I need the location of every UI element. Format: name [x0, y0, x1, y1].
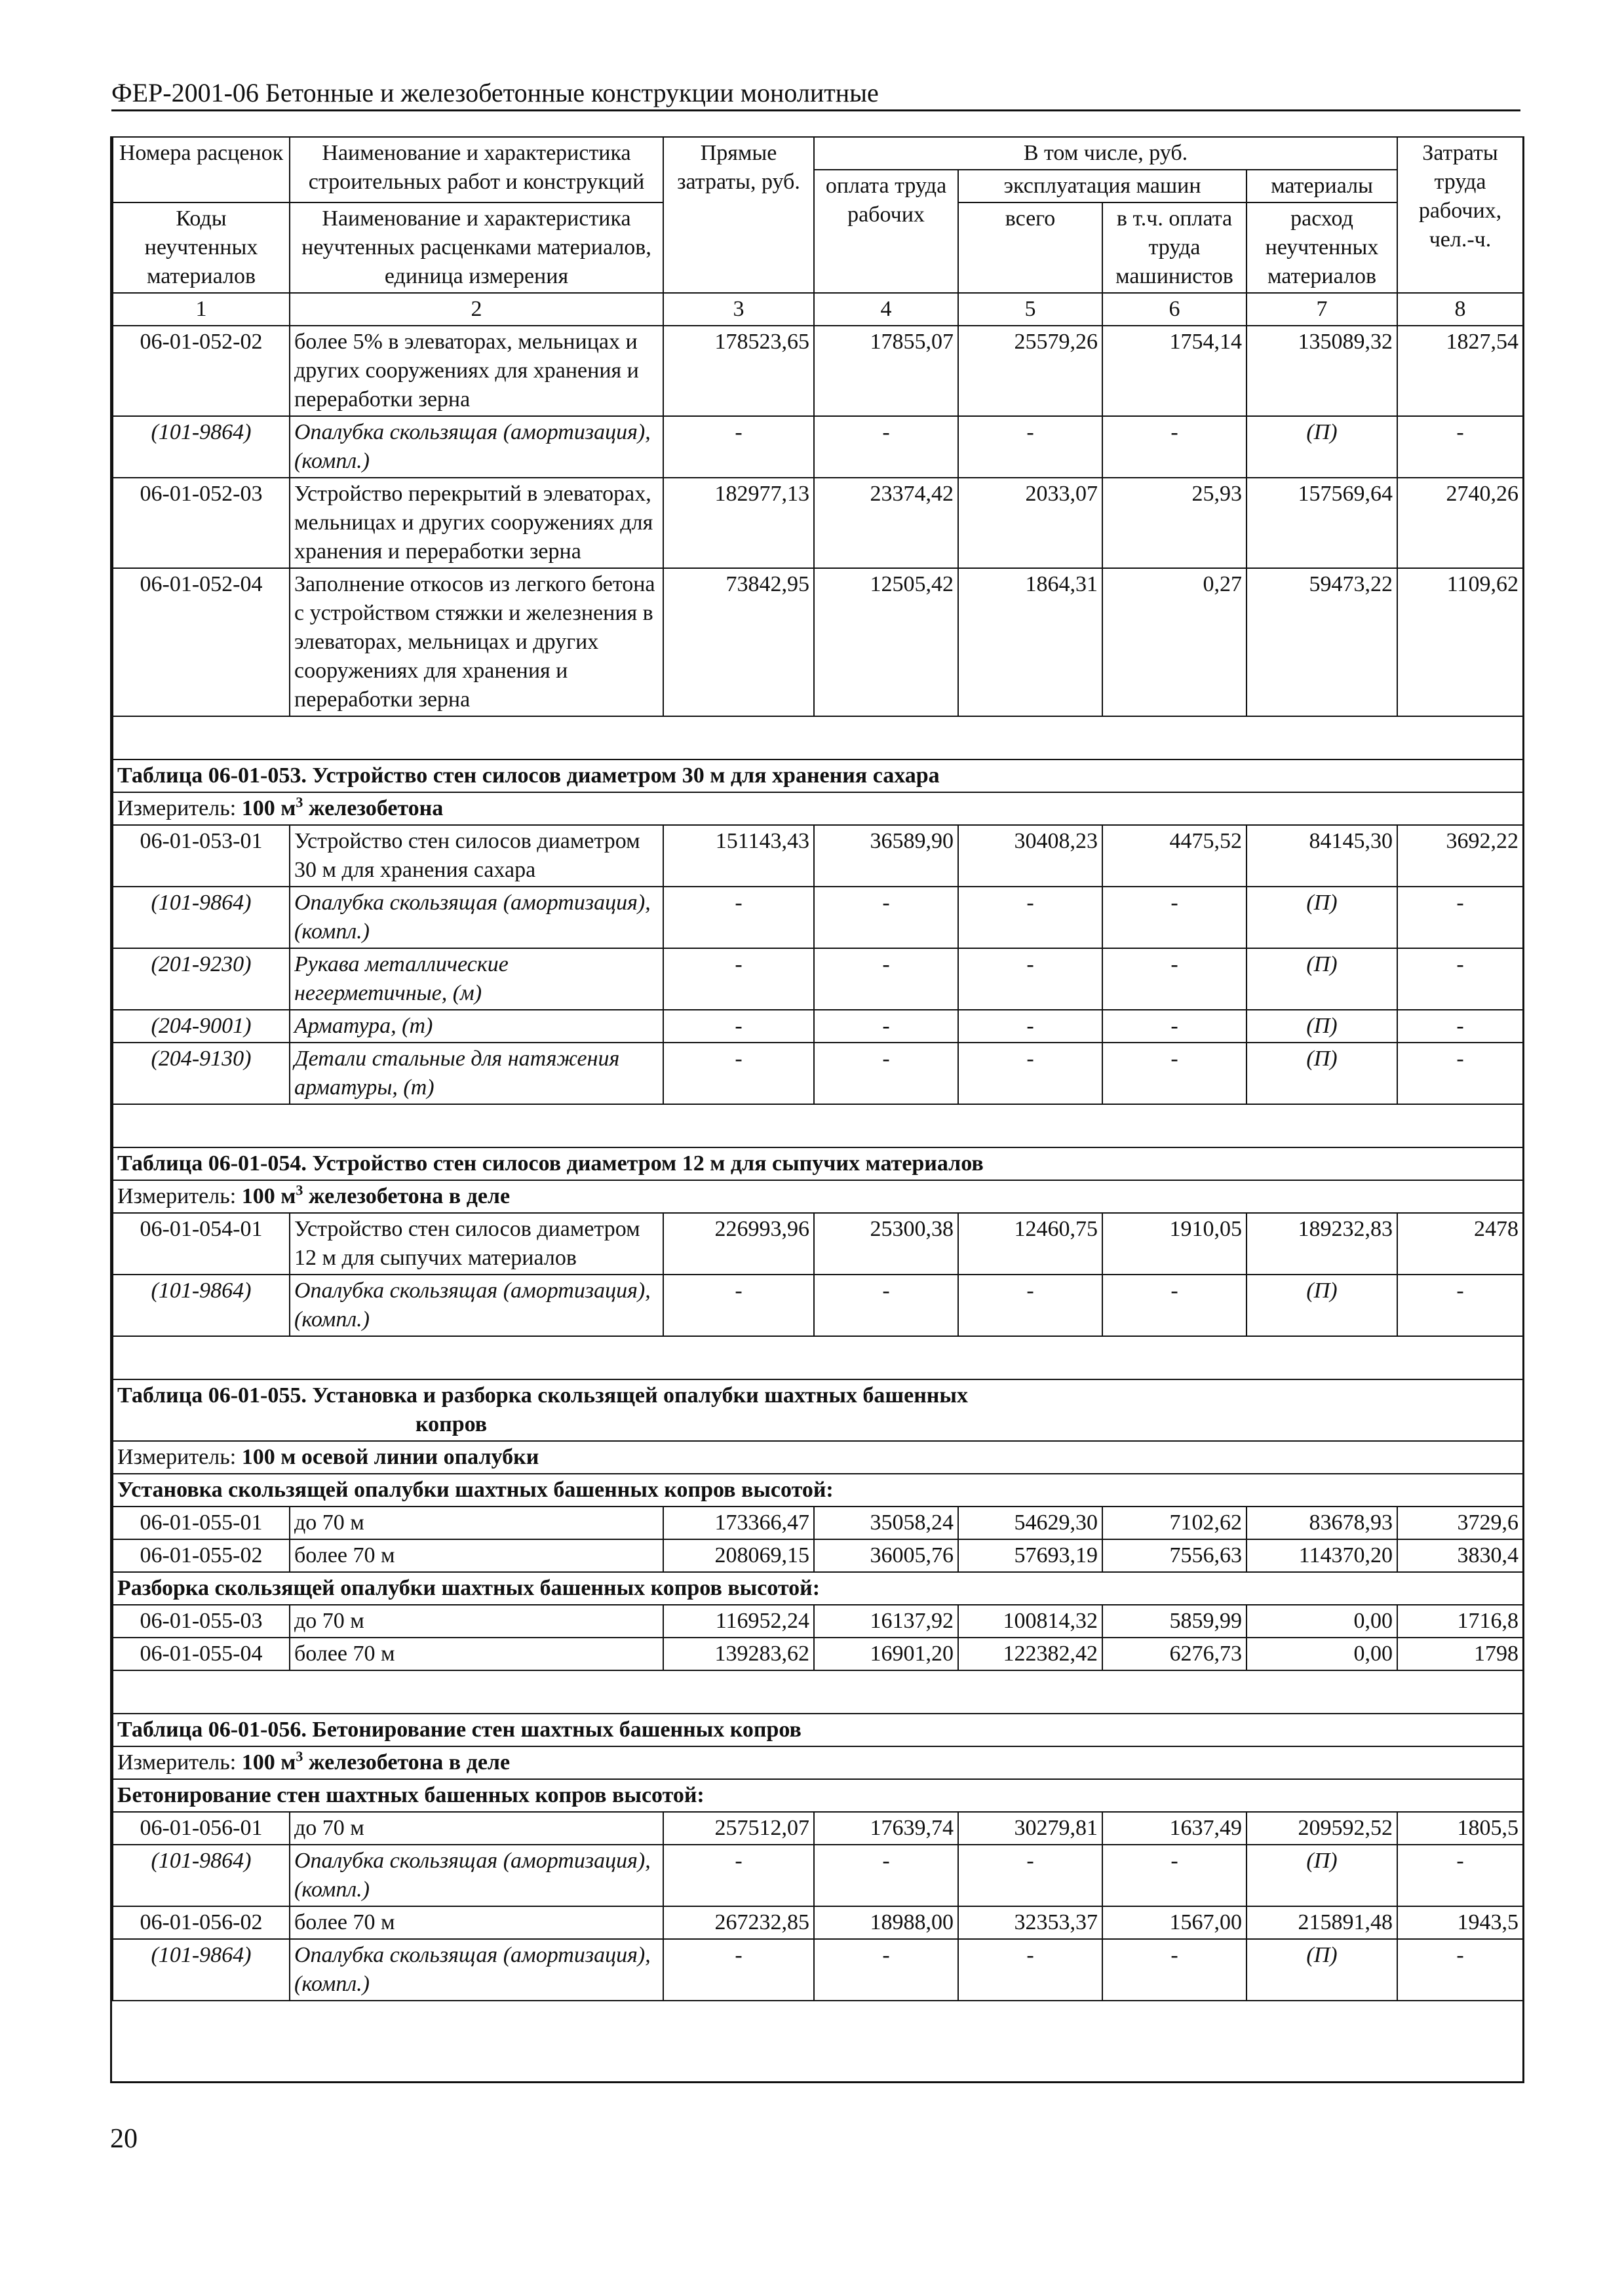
- value-cell: -: [958, 948, 1102, 1010]
- value-cell: 25579,26: [958, 326, 1102, 416]
- rate-table: [112, 136, 1524, 2001]
- value-cell: -: [958, 1845, 1102, 1906]
- column-number: 3: [663, 293, 814, 326]
- value-cell: -: [1102, 1010, 1247, 1043]
- value-cell: 25,93: [1102, 478, 1247, 568]
- rate-code: (201-9230): [113, 948, 290, 1010]
- col-header-including: В том числе, руб.: [814, 137, 1397, 170]
- rate-code: (101-9864): [113, 1275, 290, 1336]
- table-row: [113, 568, 1523, 716]
- table-055-subheading-install: Установка скользящей опалубки шахтных башенных копров высотой:: [113, 1474, 1523, 1507]
- rate-code: (204-9001): [113, 1010, 290, 1043]
- value-cell: 23374,42: [814, 478, 958, 568]
- value-cell: (П): [1247, 1275, 1397, 1336]
- work-name: до 70 м: [290, 1605, 663, 1638]
- work-name: Опалубка скользящая (амортизация), (компл.): [290, 887, 663, 948]
- value-cell: 2033,07: [958, 478, 1102, 568]
- col-header-material-consumption: расход неучтенных материалов: [1247, 202, 1397, 293]
- value-cell: -: [1397, 1010, 1523, 1043]
- value-cell: 57693,19: [958, 1539, 1102, 1572]
- table-056-measure: Измеритель: 100 $м^3$ железобетона в деле: [113, 1746, 1523, 1779]
- table-row: [113, 1812, 1523, 1845]
- value-cell: 100814,32: [958, 1605, 1102, 1638]
- value-cell: (П): [1247, 948, 1397, 1010]
- value-cell: 178523,65: [663, 326, 814, 416]
- value-cell: 173366,47: [663, 1507, 814, 1539]
- value-cell: 84145,30: [1247, 825, 1397, 887]
- value-cell: -: [958, 1043, 1102, 1104]
- work-name: более 70 м: [290, 1539, 663, 1572]
- value-cell: 1943,5: [1397, 1906, 1523, 1939]
- value-cell: -: [1102, 887, 1247, 948]
- value-cell: (П): [1247, 1845, 1397, 1906]
- rate-code: 06-01-053-01: [113, 825, 290, 887]
- value-cell: 267232,85: [663, 1906, 814, 1939]
- col-header-direct-costs: Прямые затраты, руб.: [663, 137, 814, 293]
- work-name: Детали стальные для натяжения арматуры, (т): [290, 1043, 663, 1104]
- table-054-title: Таблица 06-01-054. Устройство стен силосов диаметром 12 м для сыпучих материалов: [113, 1147, 1523, 1180]
- value-cell: 17639,74: [814, 1812, 958, 1845]
- table-055-measure: Измеритель: 100 м осевой линии опалубки: [113, 1441, 1523, 1474]
- value-cell: 73842,95: [663, 568, 814, 716]
- value-cell: -: [663, 1275, 814, 1336]
- col-header-material-names: Наименование и характеристика неучтенных расценками материалов, единица измерения: [290, 202, 663, 293]
- value-cell: -: [1397, 948, 1523, 1010]
- rate-code: 06-01-056-01: [113, 1812, 290, 1845]
- value-cell: -: [1397, 887, 1523, 948]
- value-cell: 1827,54: [1397, 326, 1523, 416]
- value-cell: 182977,13: [663, 478, 814, 568]
- value-cell: -: [814, 1939, 958, 2001]
- value-cell: (П): [1247, 1010, 1397, 1043]
- col-header-material-codes: Коды неучтенных материалов: [113, 202, 290, 293]
- value-cell: -: [663, 1043, 814, 1104]
- value-cell: -: [814, 1845, 958, 1906]
- rate-code: 06-01-056-02: [113, 1906, 290, 1939]
- column-number-row: [113, 293, 1523, 326]
- value-cell: 1805,5: [1397, 1812, 1523, 1845]
- value-cell: -: [1397, 1275, 1523, 1336]
- value-cell: -: [663, 1010, 814, 1043]
- table-row: [113, 1939, 1523, 2001]
- col-header-worker-pay: оплата труда рабочих: [814, 170, 958, 293]
- table-056-title: Таблица 06-01-056. Бетонирование стен шахтных башенных копров: [113, 1714, 1523, 1746]
- rate-code: (204-9130): [113, 1043, 290, 1104]
- value-cell: -: [814, 887, 958, 948]
- work-name: Заполнение откосов из легкого бетона с устройством стяжки и железнения в элеваторах, мельницах и других сооружениях для хранения и переработки зерна: [290, 568, 663, 716]
- value-cell: 30279,81: [958, 1812, 1102, 1845]
- value-cell: 208069,15: [663, 1539, 814, 1572]
- table-row: [113, 1043, 1523, 1104]
- value-cell: 16901,20: [814, 1638, 958, 1670]
- value-cell: -: [958, 1010, 1102, 1043]
- rate-code: 06-01-052-02: [113, 326, 290, 416]
- value-cell: 0,00: [1247, 1605, 1397, 1638]
- work-name: до 70 м: [290, 1812, 663, 1845]
- value-cell: -: [1102, 1939, 1247, 2001]
- value-cell: 2740,26: [1397, 478, 1523, 568]
- value-cell: 257512,07: [663, 1812, 814, 1845]
- value-cell: 135089,32: [1247, 326, 1397, 416]
- column-number: 6: [1102, 293, 1247, 326]
- value-cell: (П): [1247, 887, 1397, 948]
- work-name: Устройство стен силосов диаметром 12 м для сыпучих материалов: [290, 1213, 663, 1275]
- value-cell: 16137,92: [814, 1605, 958, 1638]
- value-cell: -: [1102, 1845, 1247, 1906]
- col-header-machines-total: всего: [958, 202, 1102, 293]
- table-053-title: Таблица 06-01-053. Устройство стен силосов диаметром 30 м для хранения сахара: [113, 759, 1523, 792]
- rate-code: (101-9864): [113, 887, 290, 948]
- table-row: [113, 478, 1523, 568]
- rate-code: 06-01-052-04: [113, 568, 290, 716]
- work-name: Опалубка скользящая (амортизация), (компл.): [290, 1939, 663, 2001]
- rate-code: 06-01-055-03: [113, 1605, 290, 1638]
- value-cell: 7102,62: [1102, 1507, 1247, 1539]
- value-cell: -: [958, 1939, 1102, 2001]
- rate-code: 06-01-055-01: [113, 1507, 290, 1539]
- col-header-work-name: Наименование и характеристика строительных работ и конструкций: [290, 137, 663, 202]
- work-name: Арматура, (т): [290, 1010, 663, 1043]
- rate-code: 06-01-055-04: [113, 1638, 290, 1670]
- value-cell: -: [814, 416, 958, 478]
- value-cell: 54629,30: [958, 1507, 1102, 1539]
- value-cell: 17855,07: [814, 326, 958, 416]
- table-row: [113, 1845, 1523, 1906]
- rate-code: 06-01-054-01: [113, 1213, 290, 1275]
- value-cell: 1864,31: [958, 568, 1102, 716]
- table-row: [113, 326, 1523, 416]
- work-name: до 70 м: [290, 1507, 663, 1539]
- work-name: Устройство стен силосов диаметром 30 м для хранения сахара: [290, 825, 663, 887]
- table-row: [113, 887, 1523, 948]
- table-055-title: Таблица 06-01-055. Установка и разборка скользящей опалубки шахтных башенных копров: [113, 1379, 1523, 1441]
- work-name: более 70 м: [290, 1638, 663, 1670]
- rate-code: 06-01-052-03: [113, 478, 290, 568]
- value-cell: -: [663, 948, 814, 1010]
- table-row: [113, 1605, 1523, 1638]
- work-name: Опалубка скользящая (амортизация), (компл.): [290, 1275, 663, 1336]
- work-name: более 5% в элеваторах, мельницах и других сооружениях для хранения и переработки зерна: [290, 326, 663, 416]
- value-cell: 1716,8: [1397, 1605, 1523, 1638]
- value-cell: 122382,42: [958, 1638, 1102, 1670]
- value-cell: 139283,62: [663, 1638, 814, 1670]
- column-number: 4: [814, 293, 958, 326]
- work-name: более 70 м: [290, 1906, 663, 1939]
- table-row: [113, 416, 1523, 478]
- value-cell: 36589,90: [814, 825, 958, 887]
- col-header-rate-numbers: Номера расценок: [113, 137, 290, 202]
- work-name: Опалубка скользящая (амортизация), (компл.): [290, 1845, 663, 1906]
- value-cell: -: [814, 948, 958, 1010]
- value-cell: 189232,83: [1247, 1213, 1397, 1275]
- value-cell: -: [663, 1939, 814, 2001]
- col-header-machine-exploitation: эксплуатация машин: [958, 170, 1247, 202]
- table-054-measure: Измеритель: 100 $м^3$ железобетона в деле: [113, 1180, 1523, 1213]
- value-cell: 4475,52: [1102, 825, 1247, 887]
- value-cell: 6276,73: [1102, 1638, 1247, 1670]
- value-cell: -: [1102, 948, 1247, 1010]
- value-cell: 157569,64: [1247, 478, 1397, 568]
- value-cell: 18988,00: [814, 1906, 958, 1939]
- value-cell: -: [814, 1275, 958, 1336]
- value-cell: 0,27: [1102, 568, 1247, 716]
- value-cell: -: [958, 416, 1102, 478]
- table-row: [113, 1906, 1523, 1939]
- value-cell: 215891,48: [1247, 1906, 1397, 1939]
- value-cell: -: [1397, 416, 1523, 478]
- table-row: [113, 1638, 1523, 1670]
- table-053-measure: Измеритель: 100 $м^3$ железобетона: [113, 792, 1523, 825]
- table-056-subheading: Бетонирование стен шахтных башенных копров высотой:: [113, 1779, 1523, 1812]
- value-cell: -: [814, 1043, 958, 1104]
- col-header-operator-pay: в т.ч. оплата труда машинистов: [1102, 202, 1247, 293]
- value-cell: 1109,62: [1397, 568, 1523, 716]
- column-number: 1: [113, 293, 290, 326]
- value-cell: 3729,6: [1397, 1507, 1523, 1539]
- page-number: 20: [110, 2124, 138, 2154]
- value-cell: 209592,52: [1247, 1812, 1397, 1845]
- value-cell: 1637,49: [1102, 1812, 1247, 1845]
- value-cell: 25300,38: [814, 1213, 958, 1275]
- value-cell: -: [663, 416, 814, 478]
- work-name: Рукава металлические негерметичные, (м): [290, 948, 663, 1010]
- rate-code: 06-01-055-02: [113, 1539, 290, 1572]
- value-cell: 2478: [1397, 1213, 1523, 1275]
- value-cell: -: [1102, 416, 1247, 478]
- value-cell: 1798: [1397, 1638, 1523, 1670]
- value-cell: 30408,23: [958, 825, 1102, 887]
- value-cell: -: [958, 887, 1102, 948]
- value-cell: -: [1102, 1043, 1247, 1104]
- value-cell: 1910,05: [1102, 1213, 1247, 1275]
- value-cell: 32353,37: [958, 1906, 1102, 1939]
- value-cell: 1754,14: [1102, 326, 1247, 416]
- table-row: [113, 1539, 1523, 1572]
- value-cell: 151143,43: [663, 825, 814, 887]
- value-cell: 3692,22: [1397, 825, 1523, 887]
- table-row: [113, 1275, 1523, 1336]
- value-cell: -: [1102, 1275, 1247, 1336]
- value-cell: 83678,93: [1247, 1507, 1397, 1539]
- table-row: [113, 1213, 1523, 1275]
- col-header-materials: материалы: [1247, 170, 1397, 202]
- rate-code: (101-9864): [113, 1939, 290, 2001]
- column-number: 8: [1397, 293, 1523, 326]
- column-number: 7: [1247, 293, 1397, 326]
- value-cell: 36005,76: [814, 1539, 958, 1572]
- rate-table-frame: [110, 136, 1524, 2083]
- value-cell: 5859,99: [1102, 1605, 1247, 1638]
- value-cell: -: [1397, 1043, 1523, 1104]
- column-number: 2: [290, 293, 663, 326]
- value-cell: -: [1397, 1845, 1523, 1906]
- value-cell: 3830,4: [1397, 1539, 1523, 1572]
- value-cell: 12505,42: [814, 568, 958, 716]
- rate-code: (101-9864): [113, 416, 290, 478]
- value-cell: 35058,24: [814, 1507, 958, 1539]
- value-cell: -: [958, 1275, 1102, 1336]
- value-cell: 1567,00: [1102, 1906, 1247, 1939]
- rate-code: (101-9864): [113, 1845, 290, 1906]
- value-cell: -: [663, 1845, 814, 1906]
- value-cell: 0,00: [1247, 1638, 1397, 1670]
- document-header: ФЕР-2001-06 Бетонные и железобетонные конструкции монолитные: [111, 77, 1520, 111]
- table-row: [113, 948, 1523, 1010]
- value-cell: 116952,24: [663, 1605, 814, 1638]
- value-cell: 226993,96: [663, 1213, 814, 1275]
- value-cell: -: [1397, 1939, 1523, 2001]
- work-name: Устройство перекрытий в элеваторах, мельницах и других сооружениях для хранения и переработки зерна: [290, 478, 663, 568]
- table-055-subheading-dismantle: Разборка скользящей опалубки шахтных башенных копров высотой:: [113, 1572, 1523, 1605]
- table-row: [113, 825, 1523, 887]
- table-row: [113, 1507, 1523, 1539]
- table-row: [113, 1010, 1523, 1043]
- value-cell: 7556,63: [1102, 1539, 1247, 1572]
- value-cell: 12460,75: [958, 1213, 1102, 1275]
- work-name: Опалубка скользящая (амортизация), (компл.): [290, 416, 663, 478]
- value-cell: -: [814, 1010, 958, 1043]
- value-cell: (П): [1247, 416, 1397, 478]
- col-header-labor-hours: Затраты труда рабочих, чел.-ч.: [1397, 137, 1523, 293]
- value-cell: (П): [1247, 1043, 1397, 1104]
- value-cell: 59473,22: [1247, 568, 1397, 716]
- value-cell: 114370,20: [1247, 1539, 1397, 1572]
- column-number: 5: [958, 293, 1102, 326]
- value-cell: (П): [1247, 1939, 1397, 2001]
- value-cell: -: [663, 887, 814, 948]
